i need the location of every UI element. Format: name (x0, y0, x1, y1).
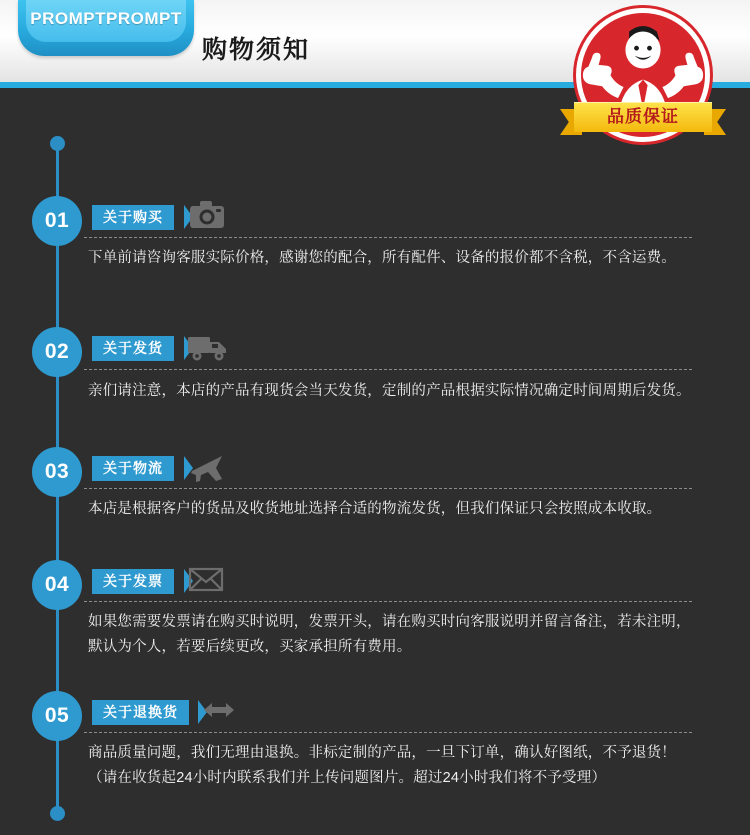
item-divider (84, 732, 692, 733)
truck-icon (186, 329, 228, 367)
item-body-text: 如果您需要发票请在购买时说明，发票开头，请在购买时向客服说明并留言备注，若未注明，默认为个人，若要后续更改，买家承担所有费用。 (88, 614, 691, 655)
item-divider (84, 488, 692, 489)
item-number-badge: 03 (32, 447, 82, 497)
page-title: 购物须知 (202, 36, 311, 64)
item-body-text: 商品质量问题，我们无理由退换。非标定制的产品，一旦下订单，确认好图纸，不予退货！（请在收货起24小时内联系我们并上传问题图片。超过24小时我们将不予受理） (88, 745, 676, 786)
item-number-badge: 02 (32, 327, 82, 377)
item-divider (84, 369, 692, 370)
item-divider (84, 601, 692, 602)
envelope-icon (186, 562, 228, 600)
item-tag: 关于退换货 (92, 700, 189, 725)
timeline-dot-bottom (50, 806, 65, 821)
timeline-dot-top (50, 136, 65, 151)
item-tag: 关于发货 (92, 336, 174, 361)
seal-ribbon-text: 品质保证 (607, 107, 679, 126)
camera-icon (186, 198, 228, 236)
item-tag: 关于发票 (92, 569, 174, 594)
item-body-text: 亲们请注意，本店的产品有现货会当天发货，定制的产品根据实际情况确定时间周期后发货。 (88, 383, 691, 399)
airplane-icon (186, 449, 228, 487)
item-number-badge: 04 (32, 560, 82, 610)
item-tag: 关于物流 (92, 456, 174, 481)
exchange-arrows-icon (198, 693, 240, 731)
item-body-text: 本店是根据客户的货品及收货地址选择合适的物流发货，但我们保证只会按照成本收取。 (88, 501, 662, 517)
seal-ribbon (560, 98, 726, 138)
item-number-badge: 05 (32, 691, 82, 741)
item-body-text: 下单前请咨询客服实际价格，感谢您的配合，所有配件、设备的报价都不含税，不含运费。 (88, 250, 676, 266)
item-number-badge: 01 (32, 196, 82, 246)
item-tag: 关于购买 (92, 205, 174, 230)
brand-tab-label: PROMPTPROMPT (30, 9, 182, 28)
item-divider (84, 237, 692, 238)
brand-tab (18, 0, 194, 56)
quality-seal-badge (558, 2, 728, 172)
